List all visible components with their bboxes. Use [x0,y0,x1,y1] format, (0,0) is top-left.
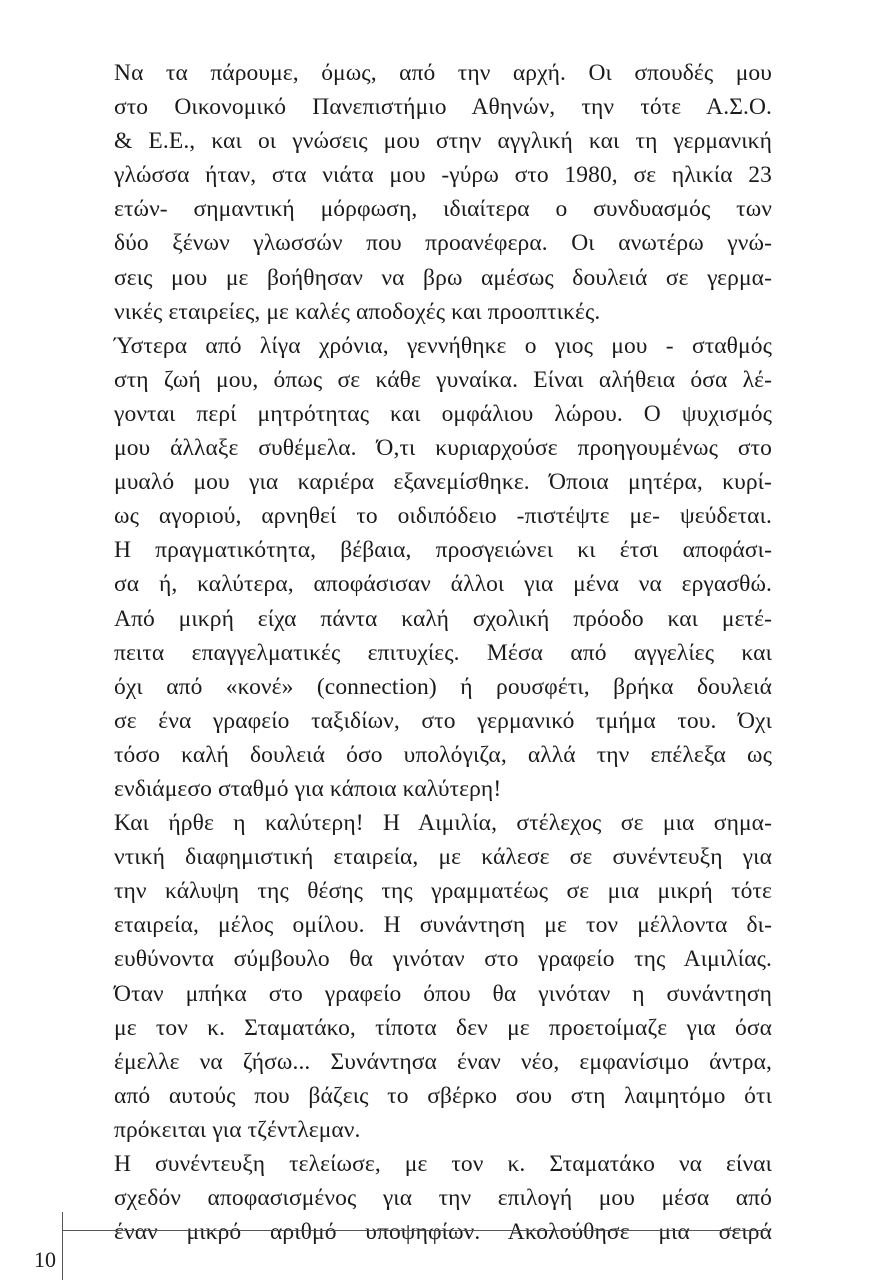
text-line: Ύστερα από λίγα χρόνια, γεννήθηκε ο γιος μου - σταθμός [114,332,772,359]
text-line: σε ένα γραφείο ταξιδίων, στο γερμανικό τμήμα του. Όχι [114,707,772,734]
text-line: ευθύνοντα σύμβουλο θα γινόταν στο γραφείο της Αιμιλίας. [114,946,772,973]
text-line: ενδιάμεσο σταθμό για κάποια καλύτερη! [114,775,502,802]
text-line: ετών- σημαντική μόρφωση, ιδιαίτερα ο συνδυασμός των [114,196,772,223]
text-line: Η πραγματικότητα, βέβαια, προσγειώνει κι έτσι αποφάσι- [114,537,772,564]
text-line: με τον κ. Σταματάκο, τίποτα δεν με προετοίμαζε για όσα [114,1014,772,1041]
margin-rule [62,1212,63,1280]
text-line: μυαλό μου για καριέρα εξανεμίσθηκε. Όποια μητέρα, κυρί- [114,469,772,496]
footer-rule [62,1230,770,1231]
text-line: Να τα πάρουμε, όμως, από την αρχή. Οι σπουδές μου [114,60,772,86]
text-line: Και ήρθε η καλύτερη! Η Αιμιλία, στέλεχος σε μια σημα- [114,810,772,837]
text-line: νικές εταιρείες, με καλές αποδοχές και προοπτικές. [114,298,601,325]
text-line: γλώσσα ήταν, στα νιάτα μου -γύρω στο 1980, σε ηλικία 23 [114,162,772,189]
text-line: έναν μικρό αριθμό υποψηφίων. Ακολούθησε μια σειρά [114,1219,772,1246]
body-text [114,56,772,1249]
text-line: ντική διαφημιστική εταιρεία, με κάλεσε σε συνέντευξη για [114,844,772,871]
text-line: την κάλυψη της θέσης της γραμματέως σε μια μικρή τότε [114,878,772,905]
text-line: Όταν μπήκα στο γραφείο όπου θα γινόταν η συνάντηση [114,980,772,1007]
text-line: σεις μου με βοήθησαν να βρω αμέσως δουλειά σε γερμα- [114,264,772,291]
text-line: Από μικρή είχα πάντα καλή σχολική πρόοδο και μετέ- [114,605,772,632]
text-line: μου άλλαξε συθέμελα. Ό,τι κυριαρχούσε προηγουμένως στο [114,435,772,462]
text-line: από αυτούς που βάζεις το σβέρκο σου στη λαιμητόμο ότι [114,1082,772,1109]
text-line: δύο ξένων γλωσσών που προανέφερα. Οι ανωτέρω γνώ- [114,230,772,257]
text-line: Η συνέντευξη τελείωσε, με τον κ. Σταματάκο να είναι [114,1151,772,1177]
text-line: σχεδόν αποφασισμένος για την επιλογή μου μέσα από [114,1185,772,1212]
text-line: τόσο καλή δουλειά όσο υπολόγιζα, αλλά την επέλεξα ως [114,741,772,768]
page-number: 10 [34,1247,56,1272]
text-line: ως αγοριού, αρνηθεί το οιδιπόδειο -πιστέψτε με- ψεύδεται. [114,503,772,530]
text-line: στη ζωή μου, όπως σε κάθε γυναίκα. Είναι αλήθεια όσα λέ- [114,366,772,393]
text-line: πρόκειται για τζέντλεμαν. [114,1116,361,1143]
text-line: πειτα επαγγελματικές επιτυχίες. Μέσα από αγγελίες και [114,639,772,666]
text-line: έμελλε να ζήσω... Συνάντησα έναν νέο, εμφανίσιμο άντρα, [114,1048,772,1075]
text-line: στο Οικονομικό Πανεπιστήμιο Αθηνών, την τότε Α.Σ.Ο. [114,94,772,121]
text-line: γονται περί μητρότητας και ομφάλιου λώρου. Ο ψυχισμός [114,400,772,427]
text-line: σα ή, καλύτερα, αποφάσισαν άλλοι για μένα να εργασθώ. [114,571,772,598]
text-line: όχι από «κονέ» (connection) ή ρουσφέτι, βρήκα δουλειά [114,673,772,700]
text-line: & Ε.Ε., και οι γνώσεις μου στην αγγλική και τη γερμανική [114,128,772,155]
text-line: εταιρεία, μέλος ομίλου. Η συνάντηση με τον μέλλοντα δι- [114,912,772,939]
